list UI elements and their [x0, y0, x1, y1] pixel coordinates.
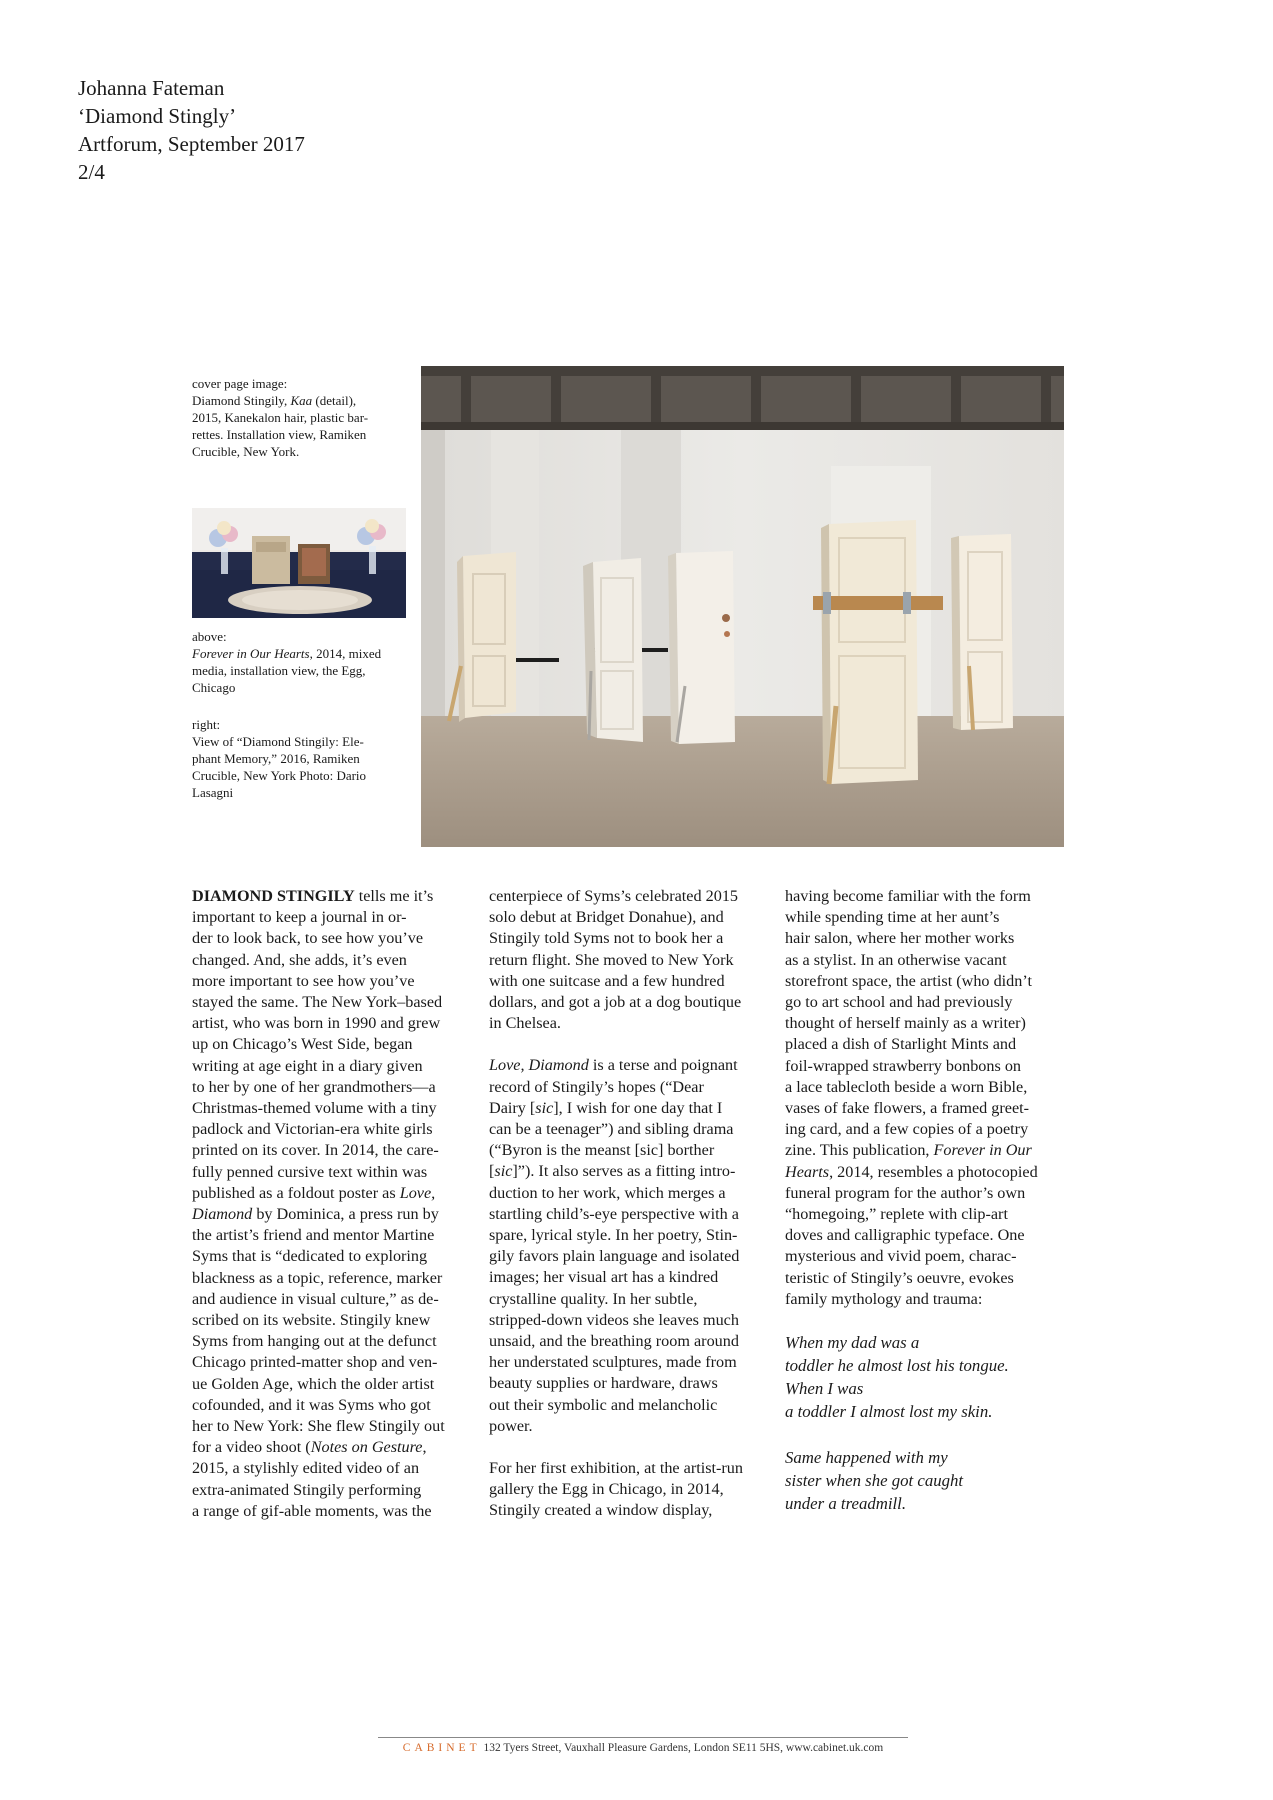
footer: [378, 1742, 908, 1754]
publication: Artforum, September 2017: [78, 132, 305, 156]
poem-stanza-1: When my dad was a toddler he almost lost his tongue. When I was a toddler I almost lost my skin.: [785, 1333, 1009, 1422]
document-header: [78, 74, 305, 186]
caption-right: right: View of “Diamond Stingily: Ele- phant Memory,” 2016, Ramiken Crucible, New York Photo: Dario Lasagni: [192, 716, 407, 801]
caption-cover: cover page image: Diamond Stingily, Kaa (detail), 2015, Kanekalon hair, plastic bar- rettes. Installation view, Ramiken Crucible, New York.: [192, 375, 407, 460]
cabinet-logo: CABINET: [402, 1742, 481, 1754]
installation-doors-illustration: [421, 366, 1064, 847]
page-number: 2/4: [78, 160, 105, 184]
installation-photo-elephant-memory: [421, 366, 1064, 847]
paragraph: Love, Diamond is a terse and poignant record of Stingily’s hopes (“Dear Dairy [sic], I wish for one day that I can be a teenager”) and sibling drama (“Byron is the meanst [sic] borther [sic]”). It also serves as a fitting intro- duction to her work, which merges a startling child’s-eye perspective with a spare, lyrical style. In her poetry, Stin- gily favors plain language and isolated images; her visual art has a kindred crystalline quality. In her subtle, stripped-down videos she leaves much unsaid, and the breathing room around her understated sculptures, made from beauty supplies or hardware, draws out their symbolic and melancholic power.: [489, 1056, 740, 1435]
article-title: ‘Diamond Stingly’: [78, 104, 237, 128]
article-column-1: DIAMOND STINGILY tells me it’s important to keep a journal in or- der to look back, to see how you’ve changed. And, she adds, it’s even more important to see how you’ve stayed the same. The New York–based artist, who was born in 1990 and grew up on Chicago’s West Side, began writing at age eight in a diary given to her by one of her grandmothers—a Christmas-themed volume with a tiny padlock and Victorian-era white girls printed on its cover. In 2014, the care- fully penned cursive text within was published as a foldout poster as Love, Diamond by Dominica, a press run by the artist’s friend and mentor Martine Syms that is “dedicated to exploring blackness as a topic, reference, marker and audience in visual culture,” as de- scribed on its website. Stingily knew Syms from hanging out at the defunct Chicago printed-matter shop and ven- ue Golden Age, which the older artist cofounded, and it was Syms who got her to New York: She flew Stingily out for a video shoot (Notes on Gesture, 2015, a stylishly edited video of an extra-animated Stingily performing a range of gif-able moments, was the: [192, 887, 445, 1520]
caption-label: right:: [192, 717, 221, 732]
paragraph: having become familiar with the form while spending time at her aunt’s hair salon, where her mother works as a stylist. In an otherwise vacant storefront space, the artist (who didn’t go to art school and had previously thought of herself mainly as a writer) placed a dish of Starlight Mints and foil-wrapped strawberry bonbons on a lace tablecloth beside a worn Bible, vases of fake flowers, a framed greet- ing card, and a few copies of a poetry zine. This publication, Forever in Our Hearts, 2014, resembles a photocopied funeral program for the author’s own “homegoing,” replete with clip-art doves and calligraphic typeface. One mysterious and vivid poem, charac- teristic of Stingily’s oeuvre, evokes family mythology and trauma:: [785, 887, 1038, 1308]
caption-label: above:: [192, 629, 227, 644]
footer-address: 132 Tyers Street, Vauxhall Pleasure Gardens, London SE11 5HS, www.cabinet.uk.com: [483, 1742, 884, 1754]
article-column-2: [489, 886, 772, 1543]
caption-above: above: Forever in Our Hearts, 2014, mixed media, installation view, the Egg, Chicago: [192, 628, 407, 696]
author-name: Johanna Fateman: [78, 76, 225, 100]
article-column-3: [785, 886, 1068, 1538]
paragraph: centerpiece of Syms’s celebrated 2015 solo debut at Bridget Donahue), and Stingily told Syms not to book her a return flight. She moved to New York with one suitcase and a few hundred dollars, and got a job at a dog boutique in Chelsea.: [489, 887, 742, 1033]
thumbnail-photo-forever-in-our-hearts: [192, 508, 406, 618]
footer-divider: [378, 1737, 908, 1738]
caption-label: cover page image:: [192, 376, 288, 391]
paragraph: For her first exhibition, at the artist-run gallery the Egg in Chicago, in 2014, Stingily created a window display,: [489, 1459, 743, 1520]
forever-in-our-hearts-illustration: [192, 508, 406, 618]
lead-name: DIAMOND STINGILY: [192, 887, 355, 905]
poem-stanza-2: Same happened with my sister when she got caught under a treadmill.: [785, 1448, 964, 1514]
